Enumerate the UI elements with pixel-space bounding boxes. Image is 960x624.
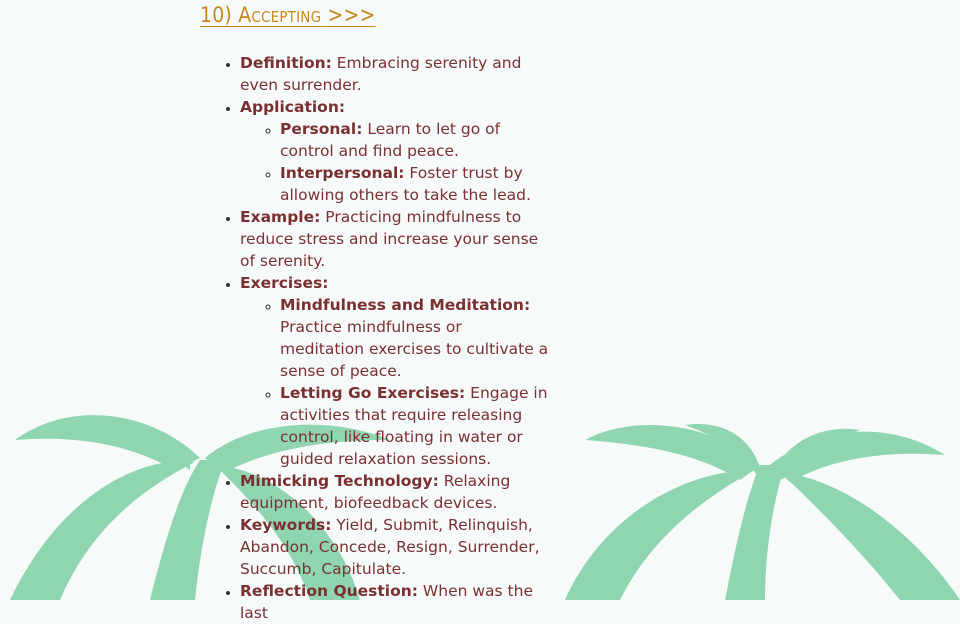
item-text: Relaxing equipment, biofeedback devices.	[240, 472, 511, 512]
item-text: Practice mindfulness or meditation exercises to cultivate a sense of peace.	[280, 318, 549, 380]
item-label: Keywords:	[240, 516, 332, 534]
list-item-exercises	[240, 272, 550, 470]
list-item-mindfulness	[280, 294, 550, 382]
item-text: Foster trust by allowing others to take the lead.	[280, 164, 531, 204]
item-text: Learn to let go of control and find peace.	[280, 120, 501, 160]
item-label: Personal:	[280, 120, 363, 138]
item-label: Interpersonal:	[280, 164, 405, 182]
heading-arrows: >>>	[327, 3, 376, 27]
list-item-reflection-question	[240, 580, 550, 624]
item-label: Exercises:	[240, 274, 329, 292]
item-label: Mindfulness and Meditation:	[280, 296, 531, 314]
list-item-keywords	[240, 514, 550, 580]
item-text: Engage in activities that require releasing control, like floating in water or guided relaxation sessions.	[280, 384, 548, 468]
item-label: Application:	[240, 98, 346, 116]
exercises-sublist	[240, 294, 550, 470]
list-item-letting-go	[280, 382, 550, 470]
list-item-mimicking-technology	[240, 470, 550, 514]
list-item-example	[240, 206, 550, 272]
item-label: Letting Go Exercises:	[280, 384, 466, 402]
palm-tree-right-decoration	[560, 410, 960, 600]
list-item-application	[240, 96, 550, 206]
item-label: Example:	[240, 208, 321, 226]
item-label: Definition:	[240, 54, 332, 72]
list-item-interpersonal	[280, 162, 550, 206]
heading-title: Accepting	[238, 3, 322, 27]
heading-number: 10)	[200, 3, 233, 27]
list-item-definition	[240, 52, 550, 96]
item-label: Reflection Question:	[240, 582, 418, 600]
application-sublist	[240, 118, 550, 206]
section-heading-link[interactable]	[200, 3, 376, 27]
item-text: Practicing mindfulness to reduce stress and increase your sense of serenity.	[240, 208, 539, 270]
item-text: Yield, Submit, Relinquish, Abandon, Concede, Resign, Surrender, Succumb, Capitulate.	[240, 516, 540, 578]
item-text: Embracing serenity and even surrender.	[240, 54, 522, 94]
list-item-personal	[280, 118, 550, 162]
item-text: When was the last	[240, 582, 533, 622]
item-label: Mimicking Technology:	[240, 472, 439, 490]
accepting-details-list	[200, 52, 550, 624]
